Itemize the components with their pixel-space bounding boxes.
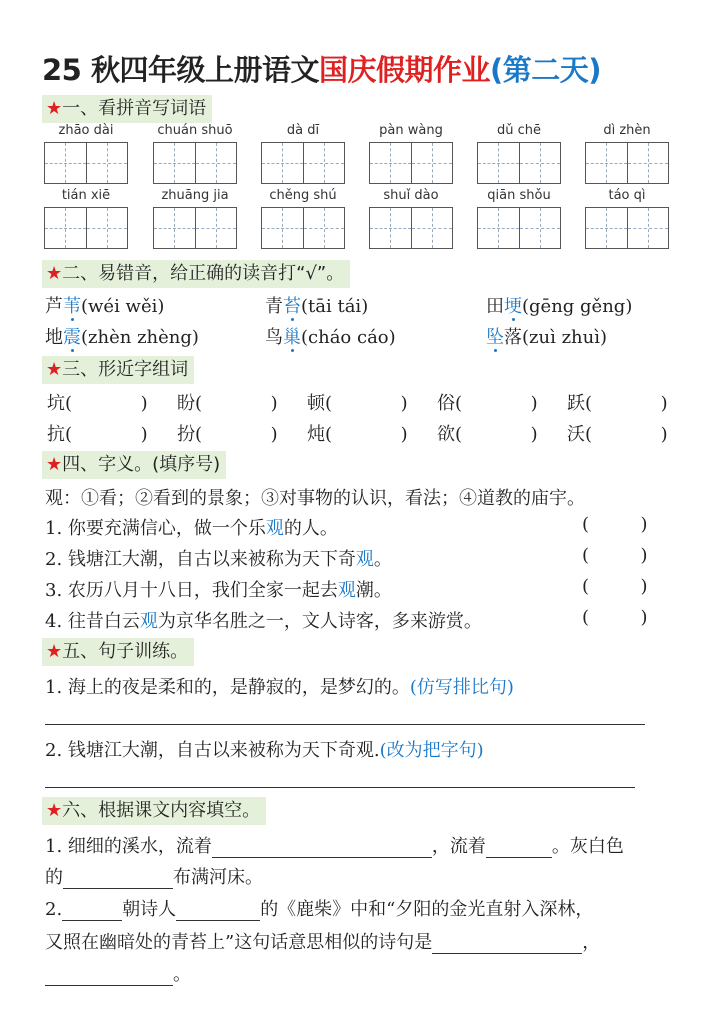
star-icon: ★ [46, 800, 63, 821]
word-group-item[interactable]: 抗( ) [47, 424, 148, 445]
section-header-1 [42, 95, 212, 123]
section-header-6 [42, 797, 266, 825]
error-item: 鸟巢(cháo cáo) [265, 327, 396, 348]
word-group-item[interactable]: 扮( ) [177, 424, 278, 445]
error-item: 青苔(tāi tái) [265, 296, 369, 317]
fill-blank[interactable] [62, 902, 122, 921]
writing-grid[interactable] [261, 142, 345, 184]
meaning-item: 2. 钱塘江大潮，自古以来被称为天下奇观。 [45, 549, 392, 570]
fill-question-2-line1: 2. 朝诗人 的《鹿柴》中和“夕阳的金光直射入深林， [45, 899, 594, 920]
writing-grid[interactable] [44, 207, 128, 249]
section-title: 二、易错音，给正确的读音打“√”。 [62, 263, 345, 284]
section-header-2 [42, 260, 350, 288]
word-group-item[interactable]: 沃( ) [567, 424, 668, 445]
writing-grid[interactable] [153, 142, 237, 184]
pinyin-label: dà dī [286, 123, 320, 138]
section-title: 六、根据课文内容填空。 [62, 800, 261, 821]
star-icon: ★ [46, 263, 63, 284]
pinyin-label: pàn wàng [379, 123, 443, 138]
fill-blank[interactable] [63, 870, 173, 889]
writing-grid[interactable] [369, 142, 453, 184]
fill-question-1-line1: 1. 细细的溪水，流着 ，流着 。灰白色 [45, 836, 624, 857]
writing-grid[interactable] [585, 142, 669, 184]
fill-blank[interactable] [432, 935, 582, 954]
writing-grid[interactable] [477, 207, 561, 249]
answer-blank[interactable]: ( ) [582, 607, 648, 628]
star-icon: ★ [46, 641, 63, 662]
section-header-3 [42, 356, 194, 384]
star-icon: ★ [46, 454, 63, 475]
word-group-item[interactable]: 俗( ) [437, 393, 538, 414]
pinyin-label: táo qì [608, 188, 646, 203]
meaning-item: 1. 你要充满信心，做一个乐观的人。 [45, 518, 338, 539]
sentence-question-1: 1. 海上的夜是柔和的，是静寂的，是梦幻的。(仿写排比句) [45, 677, 514, 698]
word-group-item[interactable]: 炖( ) [307, 424, 408, 445]
error-item: 田埂(gēng gěng) [486, 296, 633, 317]
word-group-item[interactable]: 跃( ) [567, 393, 668, 414]
word-group-item[interactable]: 顿( ) [307, 393, 408, 414]
section-header-5 [42, 638, 194, 666]
title-day: (第二天) [489, 53, 601, 87]
pinyin-label: zhāo dài [58, 123, 114, 138]
sentence-question-2: 2. 钱塘江大潮，自古以来被称为天下奇观.(改为把字句) [45, 740, 484, 761]
definition-line: 观：①看；②看到的景象；③对事物的认识，看法；④道教的庙宇。 [45, 488, 585, 509]
word-group-item[interactable]: 坑( ) [47, 393, 148, 414]
writing-grid[interactable] [585, 207, 669, 249]
pinyin-label: qiān shǒu [487, 188, 551, 203]
fill-question-1-line2: 的 布满河床。 [45, 867, 263, 888]
error-item: 芦苇(wéi wěi) [45, 296, 165, 317]
answer-blank[interactable]: ( ) [582, 576, 648, 597]
meaning-item: 3. 农历八月十八日，我们全家一起去观潮。 [45, 580, 392, 601]
word-group-item[interactable]: 盼( ) [177, 393, 278, 414]
answer-blank[interactable]: ( ) [582, 545, 648, 566]
star-icon: ★ [46, 98, 63, 119]
pinyin-label: shuǐ dào [383, 188, 439, 203]
answer-blank[interactable]: ( ) [582, 514, 648, 535]
fill-question-2-line3: 。 [45, 960, 191, 986]
error-item: 地震(zhèn zhèng) [45, 327, 199, 348]
title-grade: 25 秋四年级上册语文 [42, 53, 319, 87]
star-icon: ★ [46, 359, 63, 380]
section-title: 三、形近字组词 [62, 359, 189, 380]
writing-grid[interactable] [153, 207, 237, 249]
fill-blank[interactable] [176, 902, 260, 921]
fill-blank[interactable] [486, 839, 552, 858]
fill-blank[interactable] [212, 839, 432, 858]
writing-grid[interactable] [477, 142, 561, 184]
pinyin-label: chuán shuō [157, 123, 233, 138]
writing-grid[interactable] [369, 207, 453, 249]
section-title: 四、字义。(填序号) [62, 454, 221, 475]
section-title: 五、句子训练。 [62, 641, 189, 662]
pinyin-label: tián xiē [61, 188, 111, 203]
section-header-4 [42, 451, 226, 479]
title-homework: 国庆假期作业 [318, 53, 490, 87]
fill-question-2-line2: 又照在幽暗处的青苔上”这句话意思相似的诗句是 ， [45, 932, 601, 953]
pinyin-label: chěng shú [269, 188, 337, 203]
error-item: 坠落(zuì zhuì) [486, 327, 608, 348]
pinyin-label: dì zhèn [603, 123, 651, 138]
pinyin-label: dǔ chē [496, 123, 541, 138]
word-group-item[interactable]: 欲( ) [437, 424, 538, 445]
fill-blank[interactable] [45, 967, 173, 986]
section-title: 一、看拼音写词语 [62, 98, 207, 119]
writing-grid[interactable] [44, 142, 128, 184]
writing-grid[interactable] [261, 207, 345, 249]
meaning-item: 4. 往昔白云观为京华名胜之一，文人诗客，多来游赏。 [45, 611, 482, 632]
answer-line[interactable] [45, 787, 635, 788]
pinyin-label: zhuāng jia [161, 188, 229, 203]
answer-line[interactable] [45, 724, 645, 725]
page-title [42, 48, 601, 89]
